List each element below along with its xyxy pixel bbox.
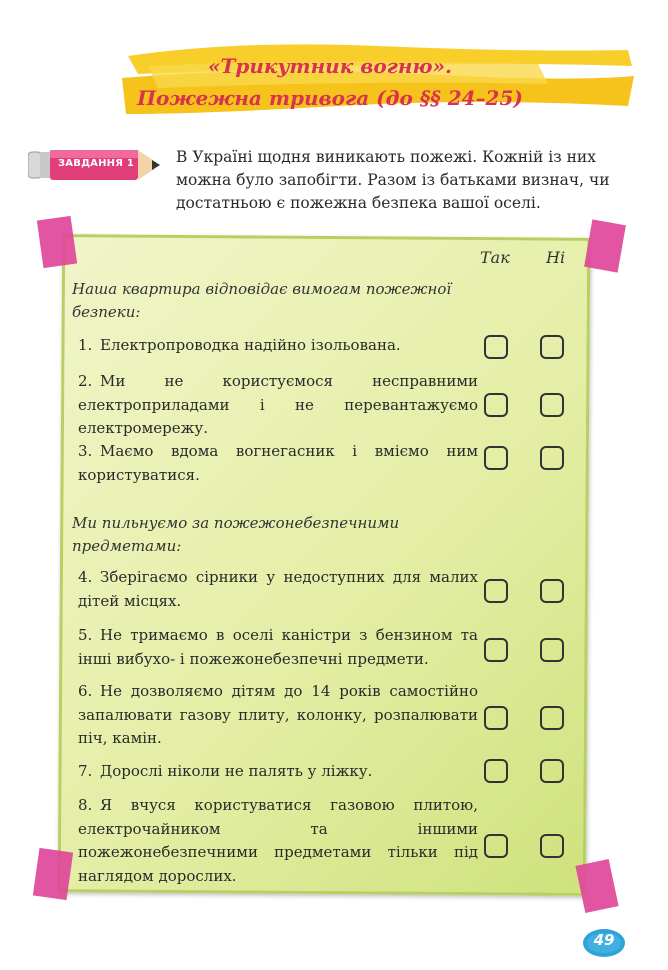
checkbox-yes-item-4[interactable] [484, 579, 508, 603]
item-text: Не тримаємо в оселі каністри з бензином та інші вибухо- і пожежонебезпечні предмети. [78, 626, 478, 668]
item-number: 7. [78, 762, 93, 780]
section-heading-2: Ми пильнуємо за пожежонебезпечними предметами: [72, 514, 400, 555]
item-text: Зберігаємо сірники у недоступних для малих дітей місцях. [78, 568, 478, 610]
item-number: 8. [78, 796, 93, 814]
page-number: 49 [593, 931, 615, 949]
item-number: 2. [78, 372, 93, 390]
item-number: 3. [78, 442, 93, 460]
checkbox-yes-item-5[interactable] [484, 638, 508, 662]
list-item [78, 794, 478, 888]
section-heading-1: Наша квартира відповідає вимогам пожежної безпеки: [72, 280, 452, 321]
title-line-1: «Трикутник вогню». [208, 54, 452, 78]
title-line-2: Пожежна тривога (до §§ 24–25) [137, 86, 523, 110]
checkbox-no-item-1[interactable] [540, 335, 564, 359]
item-text: Дорослі ніколи не палять у ліжку. [100, 762, 373, 780]
item-text: Ми не користуємося несправними електроприладами і не перевантажуємо електромережу. [78, 372, 478, 437]
checkbox-no-item-5[interactable] [540, 638, 564, 662]
list-item [78, 440, 478, 487]
checkbox-yes-item-7[interactable] [484, 759, 508, 783]
item-number: 4. [78, 568, 93, 586]
checkbox-yes-item-3[interactable] [484, 446, 508, 470]
checkbox-no-item-2[interactable] [540, 393, 564, 417]
item-number: 5. [78, 626, 93, 644]
tape-bottom-right [575, 859, 618, 913]
list-item [78, 760, 478, 784]
checkbox-no-item-7[interactable] [540, 759, 564, 783]
item-number: 1. [78, 336, 93, 354]
item-text: Електропроводка надійно ізольована. [100, 336, 401, 354]
checkbox-yes-item-1[interactable] [484, 335, 508, 359]
checkbox-no-item-8[interactable] [540, 834, 564, 858]
checkbox-yes-item-8[interactable] [484, 834, 508, 858]
item-number: 6. [78, 682, 93, 700]
list-item [78, 566, 478, 613]
item-text: Не дозволяємо дітям до 14 років самостійно запалювати газову плиту, колонку, розпалювати піч, камін. [78, 682, 478, 747]
task-label: ЗАВДАННЯ 1 [58, 158, 134, 169]
checkbox-yes-item-6[interactable] [484, 706, 508, 730]
tape-top-left [37, 216, 77, 268]
item-text: Я вчуся користуватися газовою плитою, електрочайником та іншими пожежонебезпечними предметами тільки під наглядом дорослих. [78, 796, 478, 885]
column-yes-header: Так [480, 248, 510, 267]
column-no-header: Ні [546, 248, 566, 267]
page-title [110, 50, 550, 114]
checkbox-no-item-3[interactable] [540, 446, 564, 470]
list-item [78, 680, 478, 751]
list-item [78, 624, 478, 671]
list-item [78, 334, 478, 358]
checkbox-no-item-4[interactable] [540, 579, 564, 603]
list-item [78, 370, 478, 441]
tape-bottom-left [33, 848, 73, 900]
item-text: Маємо вдома вогнегасник і вміємо ним користуватися. [78, 442, 478, 484]
checkbox-yes-item-2[interactable] [484, 393, 508, 417]
checkbox-no-item-6[interactable] [540, 706, 564, 730]
tape-top-right [584, 219, 626, 272]
task-description: В Україні щодня виникають пожежі. Кожній із них можна було запобігти. Разом із батьками визнач, чи достатньою є пожежна безпека вашої оселі. [176, 148, 610, 212]
